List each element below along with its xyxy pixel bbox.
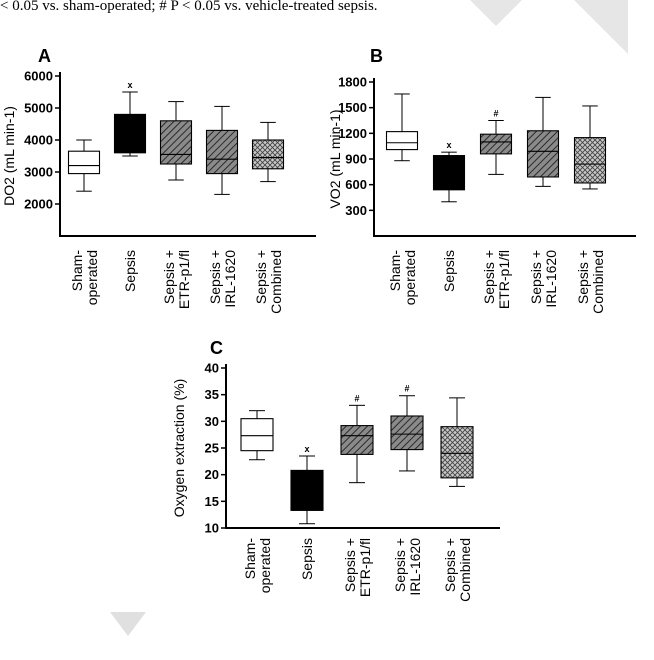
panel-letter: A: [38, 46, 51, 66]
category-line2: ETR-p1/fl: [176, 250, 192, 310]
y-tick-label: 600: [345, 177, 367, 193]
category-line2: IRL-1620: [543, 250, 559, 308]
y-tick-label: 300: [345, 202, 367, 218]
box-body: [434, 156, 465, 190]
category-line2: ETR-p1/fl: [496, 250, 512, 310]
box-body: [528, 131, 559, 177]
y-tick-label: 4000: [24, 132, 53, 148]
category-label: [387, 250, 418, 306]
category-line2: operated: [84, 250, 100, 306]
y-tick-label: 20: [204, 467, 219, 483]
category-label: [442, 538, 473, 602]
watermark-triangle-top: [470, 0, 522, 26]
y-axis-label: Oxygen extraction (%): [171, 378, 187, 518]
category-label: [207, 250, 238, 308]
category-line1: Sepsis: [122, 250, 138, 293]
category-line1: Sham-: [242, 538, 258, 580]
y-tick-label: 6000: [24, 68, 53, 84]
panel-letter: C: [210, 338, 223, 358]
category-line1: Sepsis +: [253, 250, 269, 305]
category-label: [528, 250, 559, 308]
y-axis-label: DO2 (mL min-1): [1, 106, 17, 206]
category-line2: operated: [402, 250, 418, 306]
box-5: [253, 122, 284, 181]
category-line1: Sepsis +: [342, 538, 358, 593]
category-label: [69, 250, 100, 306]
category-label: [481, 250, 512, 309]
box-1: [387, 94, 418, 161]
box-1: [241, 411, 273, 460]
panel-a-chart: [0, 40, 330, 330]
y-tick-label: 1800: [338, 74, 367, 90]
y-tick-label: 10: [204, 520, 219, 536]
y-tick-label: 30: [204, 413, 219, 429]
category-line1: Sham-: [69, 250, 85, 292]
category-line1: Sepsis +: [528, 250, 544, 305]
category-label: [342, 538, 373, 597]
significance-marker: x: [304, 444, 310, 454]
y-tick-label: 35: [204, 387, 219, 403]
category-line1: Sepsis +: [575, 250, 591, 305]
category-label: [575, 250, 606, 314]
category-line2: Combined: [590, 250, 606, 314]
category-line1: Sepsis +: [207, 250, 223, 305]
significance-marker: x: [446, 140, 452, 151]
category-label: [242, 538, 273, 594]
category-label: [441, 250, 457, 292]
box-4: [528, 97, 559, 186]
category-label: [161, 250, 192, 309]
category-line1: Sepsis: [299, 538, 315, 581]
box-body: [253, 140, 284, 169]
significance-marker: #: [404, 383, 410, 394]
category-line2: operated: [257, 538, 273, 594]
box-body: [207, 130, 238, 173]
box-body: [291, 470, 323, 510]
y-tick-label: 40: [204, 360, 219, 376]
y-axis-label: VO2 (mL min-1): [327, 109, 343, 209]
category-label: [392, 538, 423, 596]
y-tick-label: 3000: [24, 164, 53, 180]
y-tick-label: 2000: [24, 196, 53, 212]
box-body: [575, 138, 606, 183]
significance-marker: #: [493, 108, 499, 119]
category-line2: Combined: [457, 538, 473, 602]
significance-marker: x: [127, 80, 133, 90]
box-1: [69, 140, 100, 191]
panel-b-chart: [327, 40, 654, 330]
box-2: [291, 444, 323, 524]
y-tick-label: 1200: [338, 125, 367, 141]
box-2: [434, 140, 465, 202]
box-body: [391, 416, 423, 450]
category-line1: Sepsis +: [442, 538, 458, 593]
y-tick-label: 5000: [24, 100, 53, 116]
box-3: [481, 109, 512, 175]
box-body: [481, 134, 512, 154]
box-3: [161, 102, 192, 180]
category-line1: Sepsis +: [481, 250, 497, 305]
box-body: [441, 427, 473, 478]
category-line1: Sepsis +: [392, 538, 408, 593]
y-tick-label: 15: [204, 493, 219, 509]
box-body: [387, 132, 418, 150]
box-body: [341, 426, 373, 455]
category-line2: IRL-1620: [407, 538, 423, 596]
category-line1: Sham-: [387, 250, 403, 292]
box-3: [341, 393, 373, 482]
category-label: [253, 250, 284, 314]
watermark-triangle-bottom: [110, 612, 146, 636]
panel-c-chart: [170, 340, 510, 610]
figure-caption: < 0.05 vs. sham-operated; # P < 0.05 vs. vehicle-treated sepsis.: [0, 0, 378, 14]
category-line2: IRL-1620: [222, 250, 238, 308]
category-label: [122, 250, 138, 292]
y-tick-label: 900: [345, 151, 367, 167]
category-line2: ETR-p1/fl: [357, 538, 373, 598]
y-tick-label: 1500: [338, 100, 367, 116]
category-line1: Sepsis: [441, 250, 457, 293]
box-body: [69, 151, 100, 173]
box-5: [441, 398, 473, 487]
box-body: [241, 419, 273, 451]
category-line2: Combined: [268, 250, 284, 314]
box-4: [391, 384, 423, 471]
box-body: [161, 121, 192, 164]
significance-marker: #: [354, 393, 360, 404]
category-label: [299, 538, 315, 580]
box-4: [207, 106, 238, 194]
panel-letter: B: [370, 46, 383, 66]
box-2: [115, 80, 146, 156]
category-line1: Sepsis +: [161, 250, 177, 305]
box-5: [575, 106, 606, 189]
y-tick-label: 25: [204, 440, 219, 456]
